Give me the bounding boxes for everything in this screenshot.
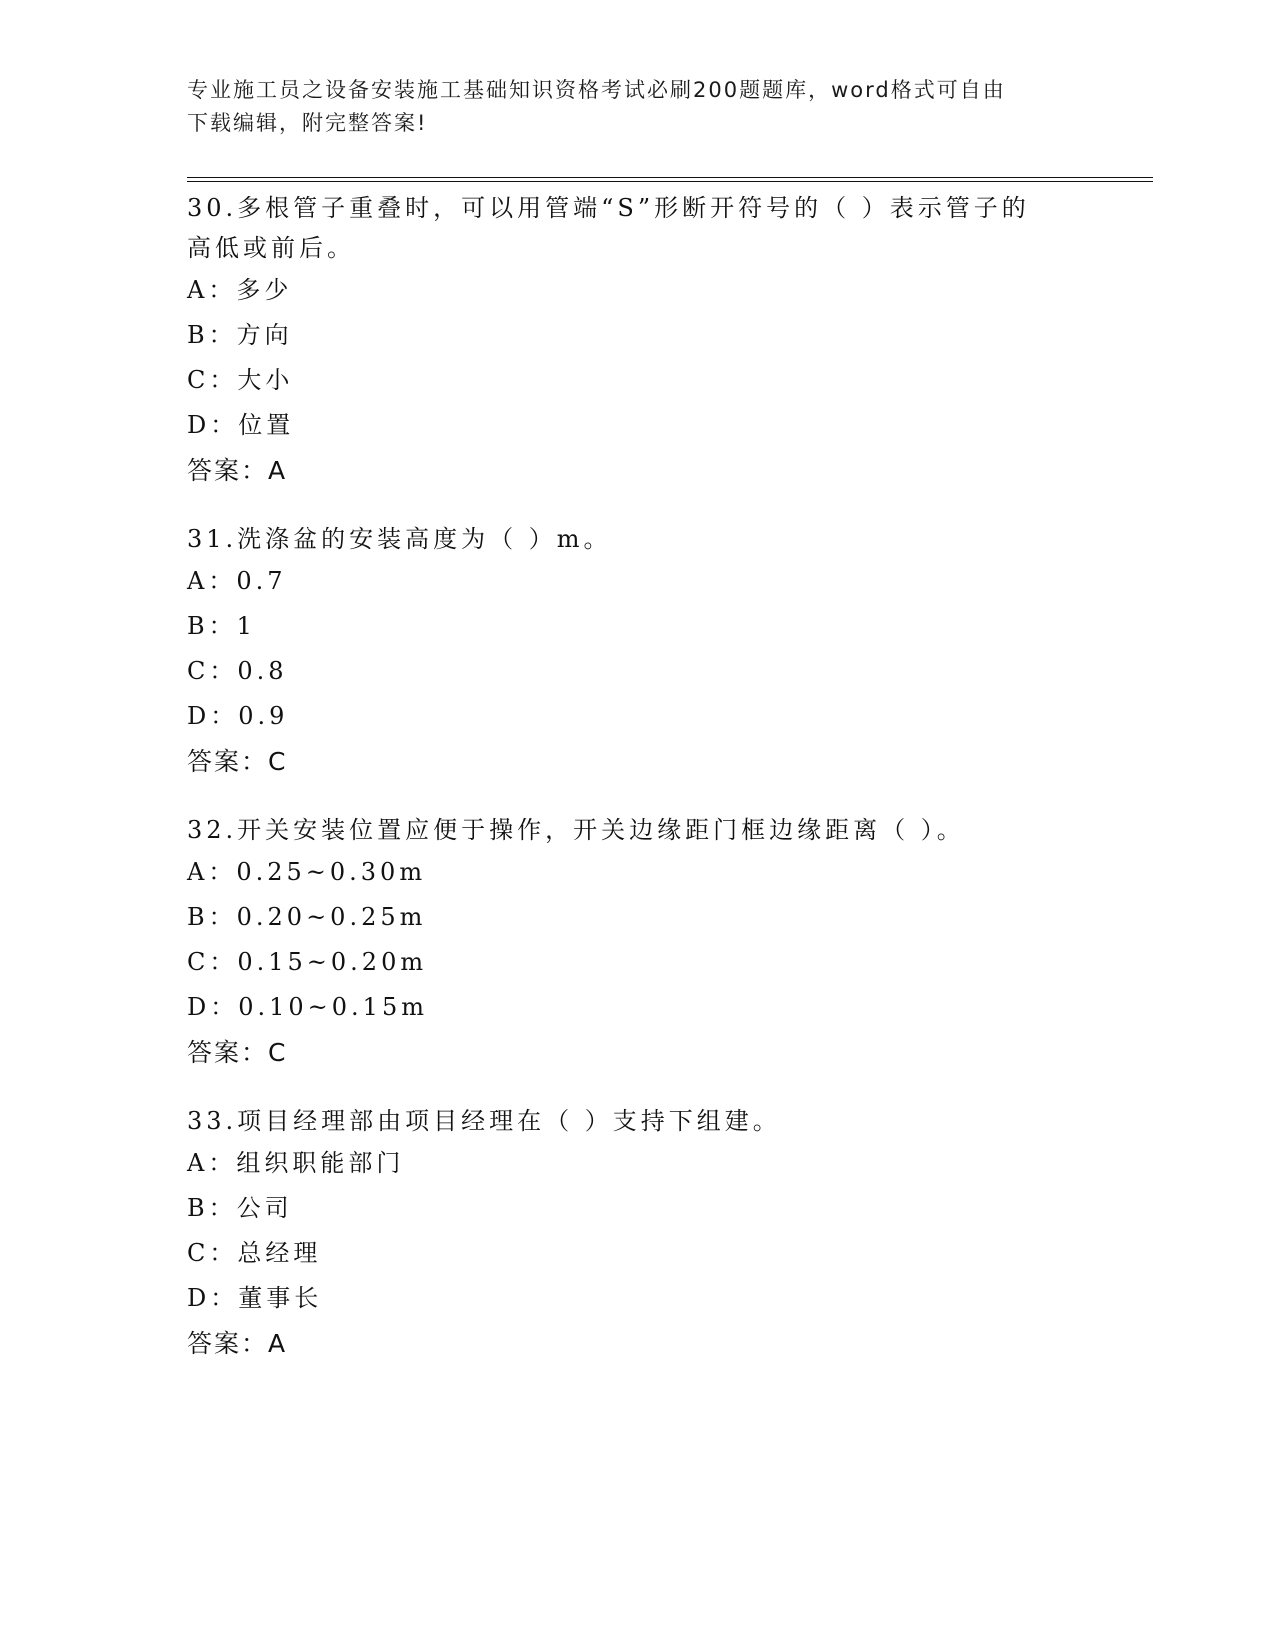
header-line-1: 专业施工员之设备安装施工基础知识资格考试必刷200题题库，word格式可自由 <box>187 78 1006 102</box>
option-b: B：1 <box>187 612 256 640</box>
document-header <box>187 74 1067 140</box>
option-b: B：方向 <box>187 321 293 349</box>
header-rule-top <box>187 177 1153 178</box>
question-31 <box>187 519 1127 784</box>
option-d: D：0.10~0.15m <box>187 993 428 1021</box>
question-list <box>187 188 1127 1392</box>
option-b: B：公司 <box>187 1194 293 1222</box>
question-stem-line-2: 高低或前后。 <box>187 234 355 262</box>
option-d: D：位置 <box>187 411 295 439</box>
option-a: A：0.25~0.30m <box>187 858 427 886</box>
option-c: C：大小 <box>187 366 294 394</box>
option-c: C：总经理 <box>187 1239 322 1267</box>
question-30 <box>187 188 1127 493</box>
question-stem: 33.项目经理部由项目经理在（ ）支持下组建。 <box>187 1107 781 1135</box>
question-stem <box>187 188 1087 268</box>
answer-label: 答案：A <box>187 456 288 485</box>
option-c: C：0.8 <box>187 657 288 685</box>
option-c: C：0.15~0.20m <box>187 948 428 976</box>
header-rule-bottom <box>187 181 1153 182</box>
question-32 <box>187 810 1127 1075</box>
option-a: A：多少 <box>187 276 293 304</box>
question-stem: 31.洗涤盆的安装高度为（ ）m。 <box>187 525 612 553</box>
option-a: A：组织职能部门 <box>187 1149 405 1177</box>
option-d: D：董事长 <box>187 1284 323 1312</box>
option-b: B：0.20~0.25m <box>187 903 427 931</box>
answer-label: 答案：A <box>187 1329 288 1358</box>
question-stem-line-1: 30.多根管子重叠时，可以用管端“S”形断开符号的（ ）表示管子的 <box>187 194 1030 222</box>
option-d: D：0.9 <box>187 702 289 730</box>
question-33 <box>187 1101 1127 1366</box>
answer-label: 答案：C <box>187 747 288 776</box>
option-a: A：0.7 <box>187 567 287 595</box>
header-line-2: 下载编辑，附完整答案! <box>187 111 428 135</box>
question-stem: 32.开关安装位置应便于操作，开关边缘距门框边缘距离（ ）。 <box>187 816 965 844</box>
answer-label: 答案：C <box>187 1038 288 1067</box>
